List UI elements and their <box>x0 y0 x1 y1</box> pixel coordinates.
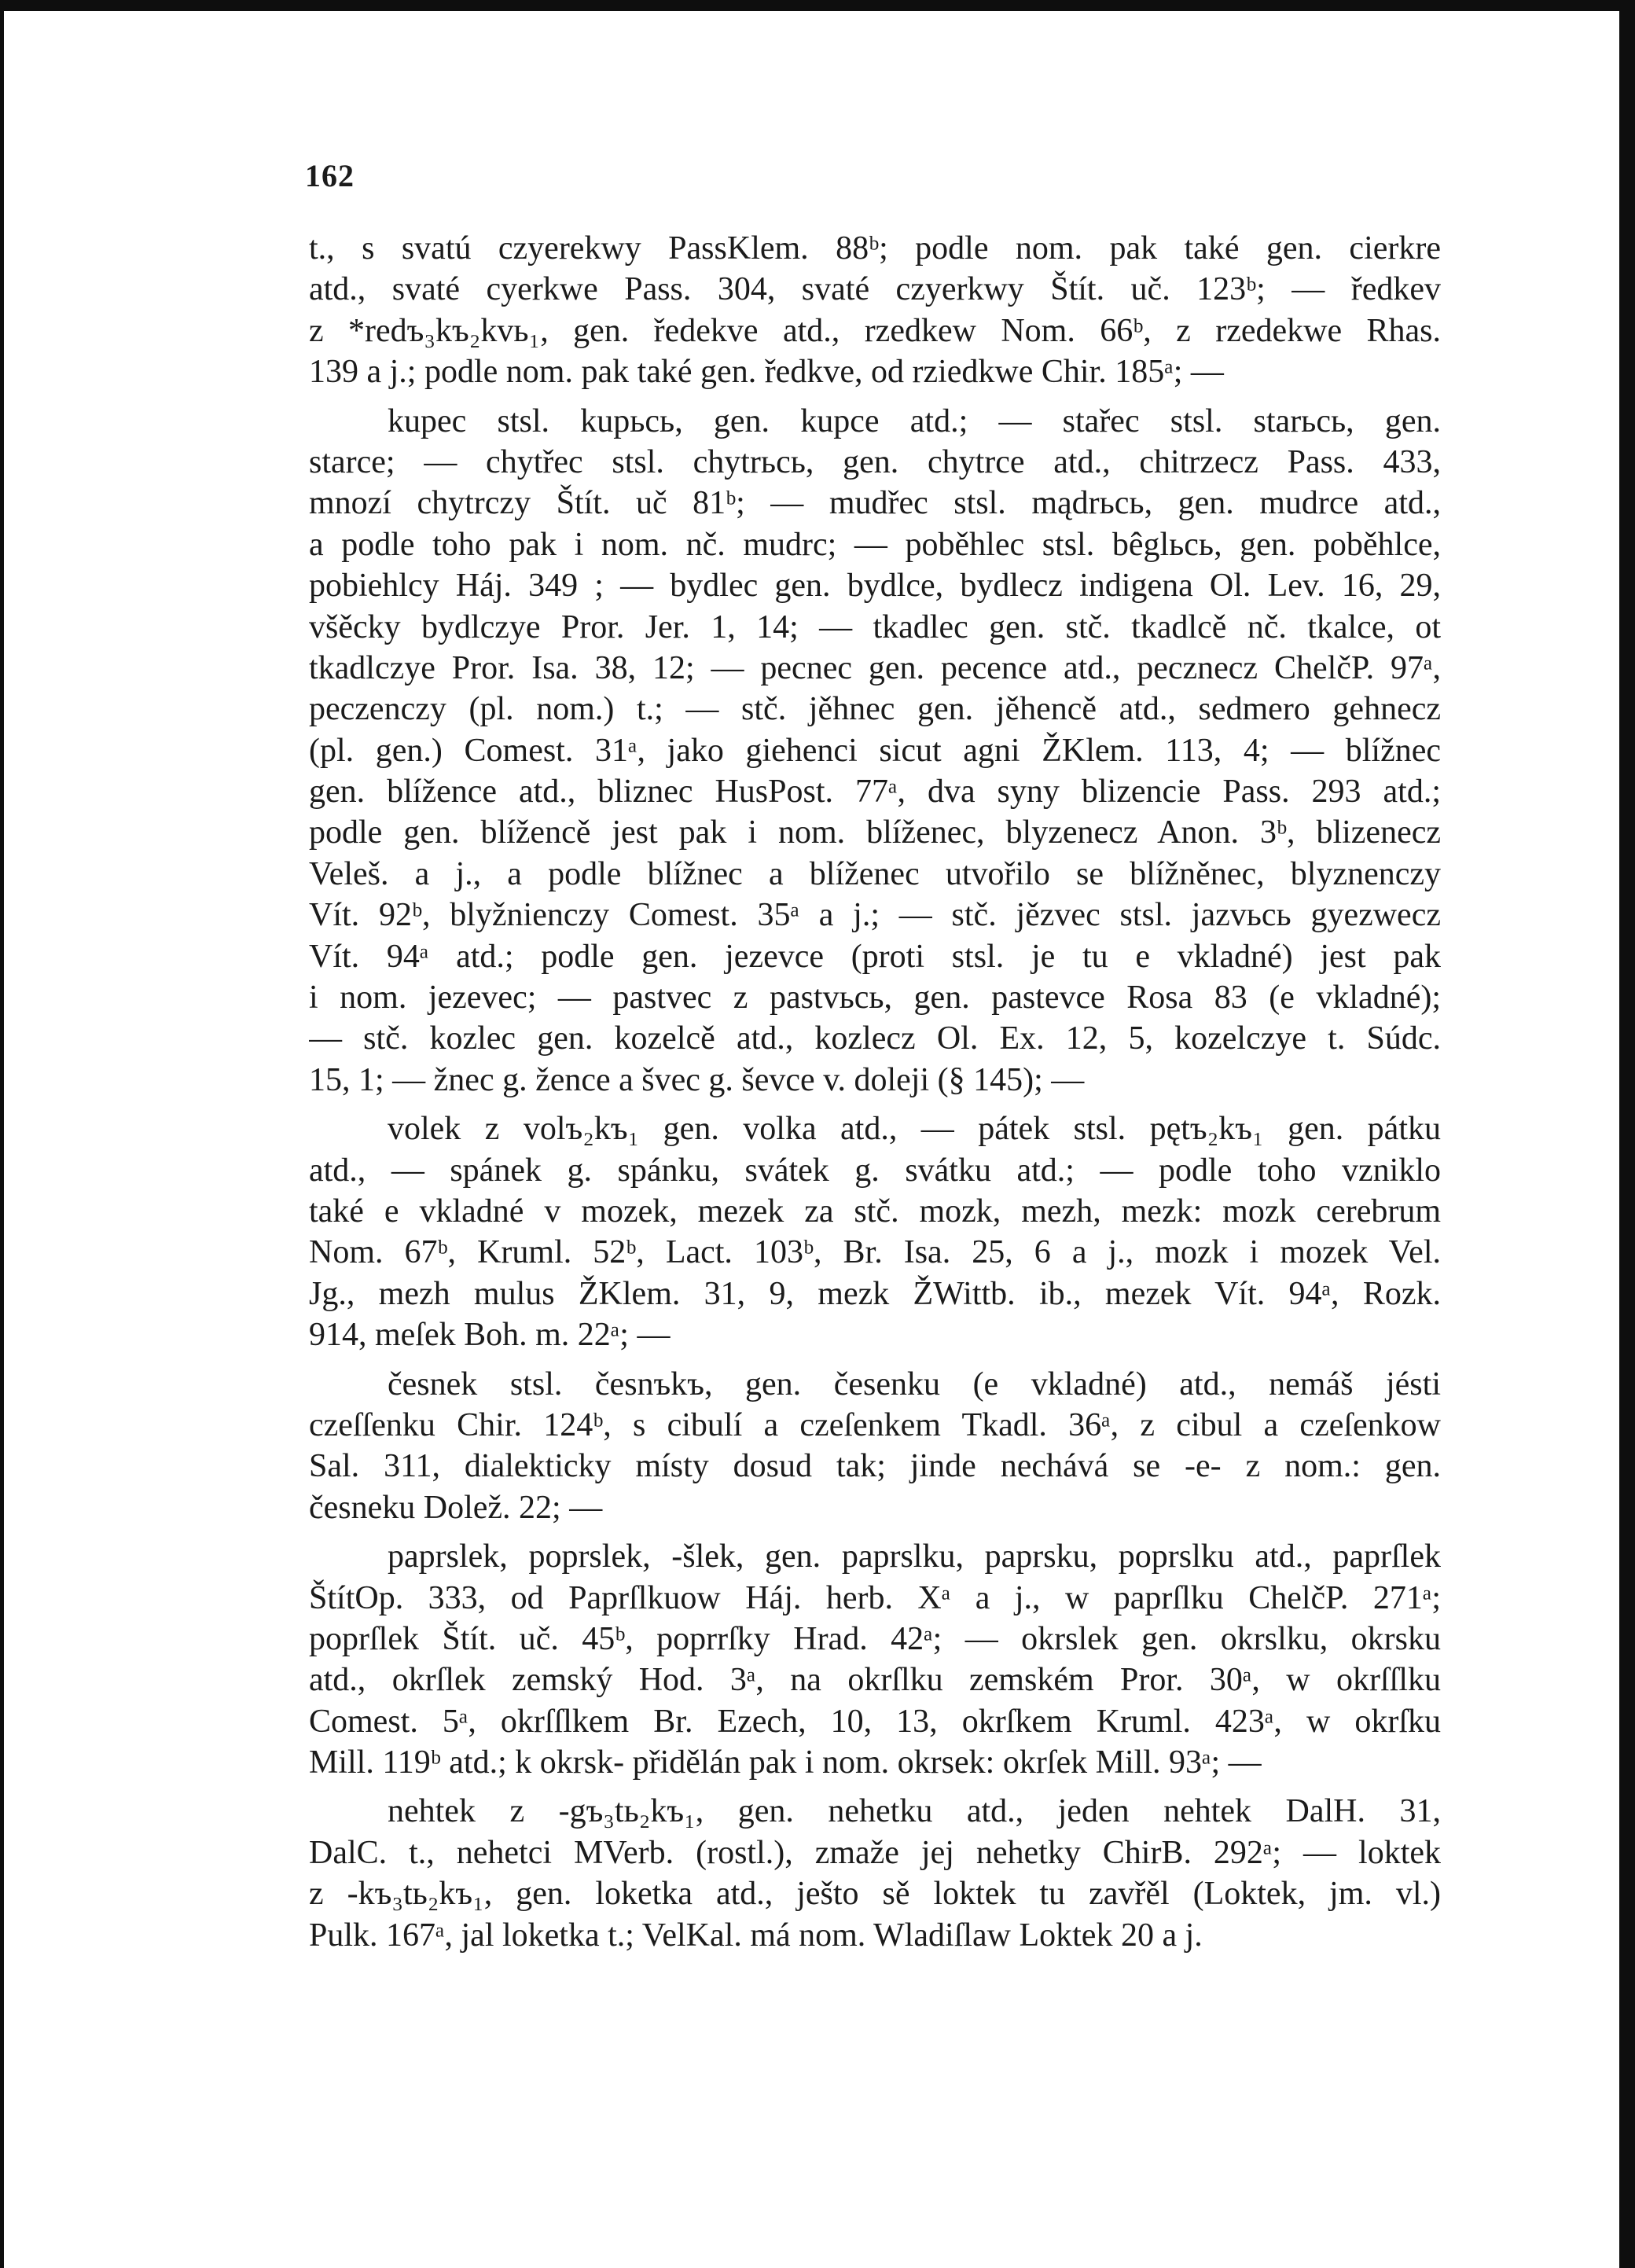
text-line: atd., svaté cyerkwe Pass. 304, svaté czyerkwy Štít. uč. 123ᵇ; — ředkev <box>309 271 1441 308</box>
text-line: atd., — spánek g. spánku, svátek g. svátku atd.; — podle toho vzniklo <box>309 1152 1441 1189</box>
text-line: Jg., mezh mulus ŽKlem. 31, 9, mezk ŽWittb. ib., mezek Vít. 94ᵃ, Rozk. <box>309 1275 1441 1312</box>
paragraph <box>309 1364 1441 1529</box>
text-line: — stč. kozlec gen. kozelcě atd., kozlecz Ol. Ex. 12, 5, kozelczye t. Súdc. <box>309 1020 1441 1057</box>
body-text <box>309 228 1441 1956</box>
text-line: Nom. 67ᵇ, Kruml. 52ᵇ, Lact. 103ᵇ, Br. Isa. 25, 6 a j., mozk i mozek Vel. <box>309 1234 1441 1271</box>
paragraph <box>309 1791 1441 1956</box>
text-line: podle gen. blížencě jest pak i nom. blíženec, blyzenecz Anon. 3ᵇ, blizenecz <box>309 814 1441 851</box>
text-line: volek z volъ₂kъ₁ gen. volka atd., — pátek stsl. pętъ₂kъ₁ gen. pátku <box>388 1111 1441 1148</box>
paragraph-gap <box>309 1528 1441 1536</box>
text-line: ŠtítOp. 333, od Paprſlkuow Háj. herb. Xᵃ a j., w paprſlku ChelčP. 271ᵃ; <box>309 1579 1441 1616</box>
text-line: DalC. t., nehetci MVerb. (rostl.), zmaže jej nehetky ChirB. 292ᵃ; — loktek <box>309 1834 1441 1871</box>
text-line: 914, meſek Boh. m. 22ᵃ; — <box>309 1317 671 1354</box>
scan-border-right <box>1619 0 1635 2268</box>
text-line: Sal. 311, dialekticky místy dosud tak; jinde nechává se -e- z nom.: gen. <box>309 1448 1441 1485</box>
text-line: 139 a j.; podle nom. pak také gen. ředkve, od rziedkwe Chir. 185ᵃ; — <box>309 354 1224 391</box>
text-line: mnozí chytrczy Štít. uč 81ᵇ; — mudřec stsl. mądrьсь, gen. mudrce atd., <box>309 485 1441 522</box>
text-line: i nom. jezevec; — pastvec z pastvьсь, gen. pastevce Rosa 83 (e vkladné); <box>309 980 1441 1016</box>
paragraph-gap <box>309 1101 1441 1108</box>
text-line: také e vkladné v mozek, mezek za stč. mozk, mezh, mezk: mozk cerebrum <box>309 1193 1441 1230</box>
text-line: 15, 1; — žnec g. žence a švec g. ševce v. doleji (§ 145); — <box>309 1061 1085 1098</box>
text-line: Veleš. a j., a podle blížnec a blíženec utvořilo se blížněnec, blyznenczy <box>309 855 1441 892</box>
text-line: a podle toho pak i nom. nč. mudrc; — poběhlec stsl. bêglьсь, gen. poběhlce, <box>309 526 1441 563</box>
paragraph <box>309 401 1441 1101</box>
text-line: Vít. 92ᵇ, blyžnienczy Comest. 35ᵃ a j.; — stč. jězvec stsl. jazvьсь gyezwecz <box>309 897 1441 934</box>
text-line: czeſſenku Chir. 124ᵇ, s cibulí a czeſenkem Tkadl. 36ᵃ, z cibul a czeſenkow <box>309 1406 1441 1443</box>
page-number: 162 <box>305 158 355 193</box>
text-line: z *redъ₃kъ₂kvь₁, gen. ředekve atd., rzedkew Nom. 66ᵇ, z rzedekwe Rhas. <box>309 312 1441 349</box>
text-line: Mill. 119ᵇ atd.; k okrsk- přidělán pak i nom. okrsek: okrſek Mill. 93ᵃ; — <box>309 1744 1262 1781</box>
text-line: peczenczy (pl. nom.) t.; — stč. jěhnec gen. jěhencě atd., sedmero gehnecz <box>309 691 1441 728</box>
paragraph-gap <box>309 1783 1441 1791</box>
text-line: z -kъ₃tь₂kъ₁, gen. loketka atd., ješto sě loktek tu zavřěl (Loktek, jm. vl.) <box>309 1876 1441 1913</box>
paragraph-gap <box>309 1356 1441 1364</box>
text-line: Comest. 5ᵃ, okrſſlkem Br. Ezech, 10, 13, okrſkem Kruml. 423ᵃ, w okrſku <box>309 1703 1441 1740</box>
paragraph <box>309 1108 1441 1355</box>
text-line: kupec stsl. kupьсь, gen. kupce atd.; — stařec stsl. starьсь, gen. <box>388 403 1441 439</box>
scan-border-left <box>0 0 4 2268</box>
text-line: paprslek, poprslek, -šlek, gen. paprslku, paprsku, poprslku atd., paprſlek <box>388 1538 1441 1575</box>
scan-border-top <box>0 0 1635 11</box>
text-line: starce; — chytřec stsl. chytrьсь, gen. chytrce atd., chitrzecz Pass. 433, <box>309 443 1441 480</box>
text-line: nehtek z -gъ₃tь₂kъ₁, gen. nehetku atd., jeden nehtek DalH. 31, <box>388 1793 1441 1830</box>
text-line: tkadlczye Pror. Isa. 38, 12; — pecnec gen. pecence atd., peczneсz ChelčP. 97ᵃ, <box>309 649 1441 686</box>
text-line: Vít. 94ᵃ atd.; podle gen. jezevce (proti stsl. je tu e vkladné) jest pak <box>309 938 1441 975</box>
text-line: všěcky bydlczye Pror. Jer. 1, 14; — tkadlec gen. stč. tkadlcě nč. tkalce, ot <box>309 608 1441 645</box>
text-line: Pulk. 167ᵃ, jal loketka t.; VelKal. má nom. Wladiſlaw Loktek 20 a j. <box>309 1917 1203 1954</box>
text-line: gen. blížence atd., bliznec HusPost. 77ᵃ, dva syny blizencie Pass. 293 atd.; <box>309 774 1441 811</box>
text-line: poprſlek Štít. uč. 45ᵇ, poprrſky Hrad. 42ᵃ; — okrslek gen. okrslku, okrsku <box>309 1620 1441 1657</box>
paragraph-gap <box>309 393 1441 401</box>
text-line: t., s svatú czyerekwy PassKlem. 88ᵇ; podle nom. pak také gen. cierkre <box>309 230 1441 266</box>
text-line: česneku Dolež. 22; — <box>309 1489 603 1526</box>
paragraph <box>309 1536 1441 1783</box>
text-line: (pl. gen.) Comest. 31ᵃ, jako giehenci sicut agni ŽKlem. 113, 4; — blížnec <box>309 732 1441 769</box>
paragraph <box>309 228 1441 393</box>
text-line: pobiehlcy Háj. 349 ; — bydlec gen. bydlce, bydlecz indigena Ol. Lev. 16, 29, <box>309 568 1441 605</box>
text-line: atd., okrſlek zemský Hod. 3ᵃ, na okrſlku zemském Pror. 30ᵃ, w okrſſlku <box>309 1662 1441 1699</box>
text-line: česnek stsl. česnъkъ, gen. česenku (e vkladné) atd., nemáš jésti <box>388 1366 1441 1402</box>
